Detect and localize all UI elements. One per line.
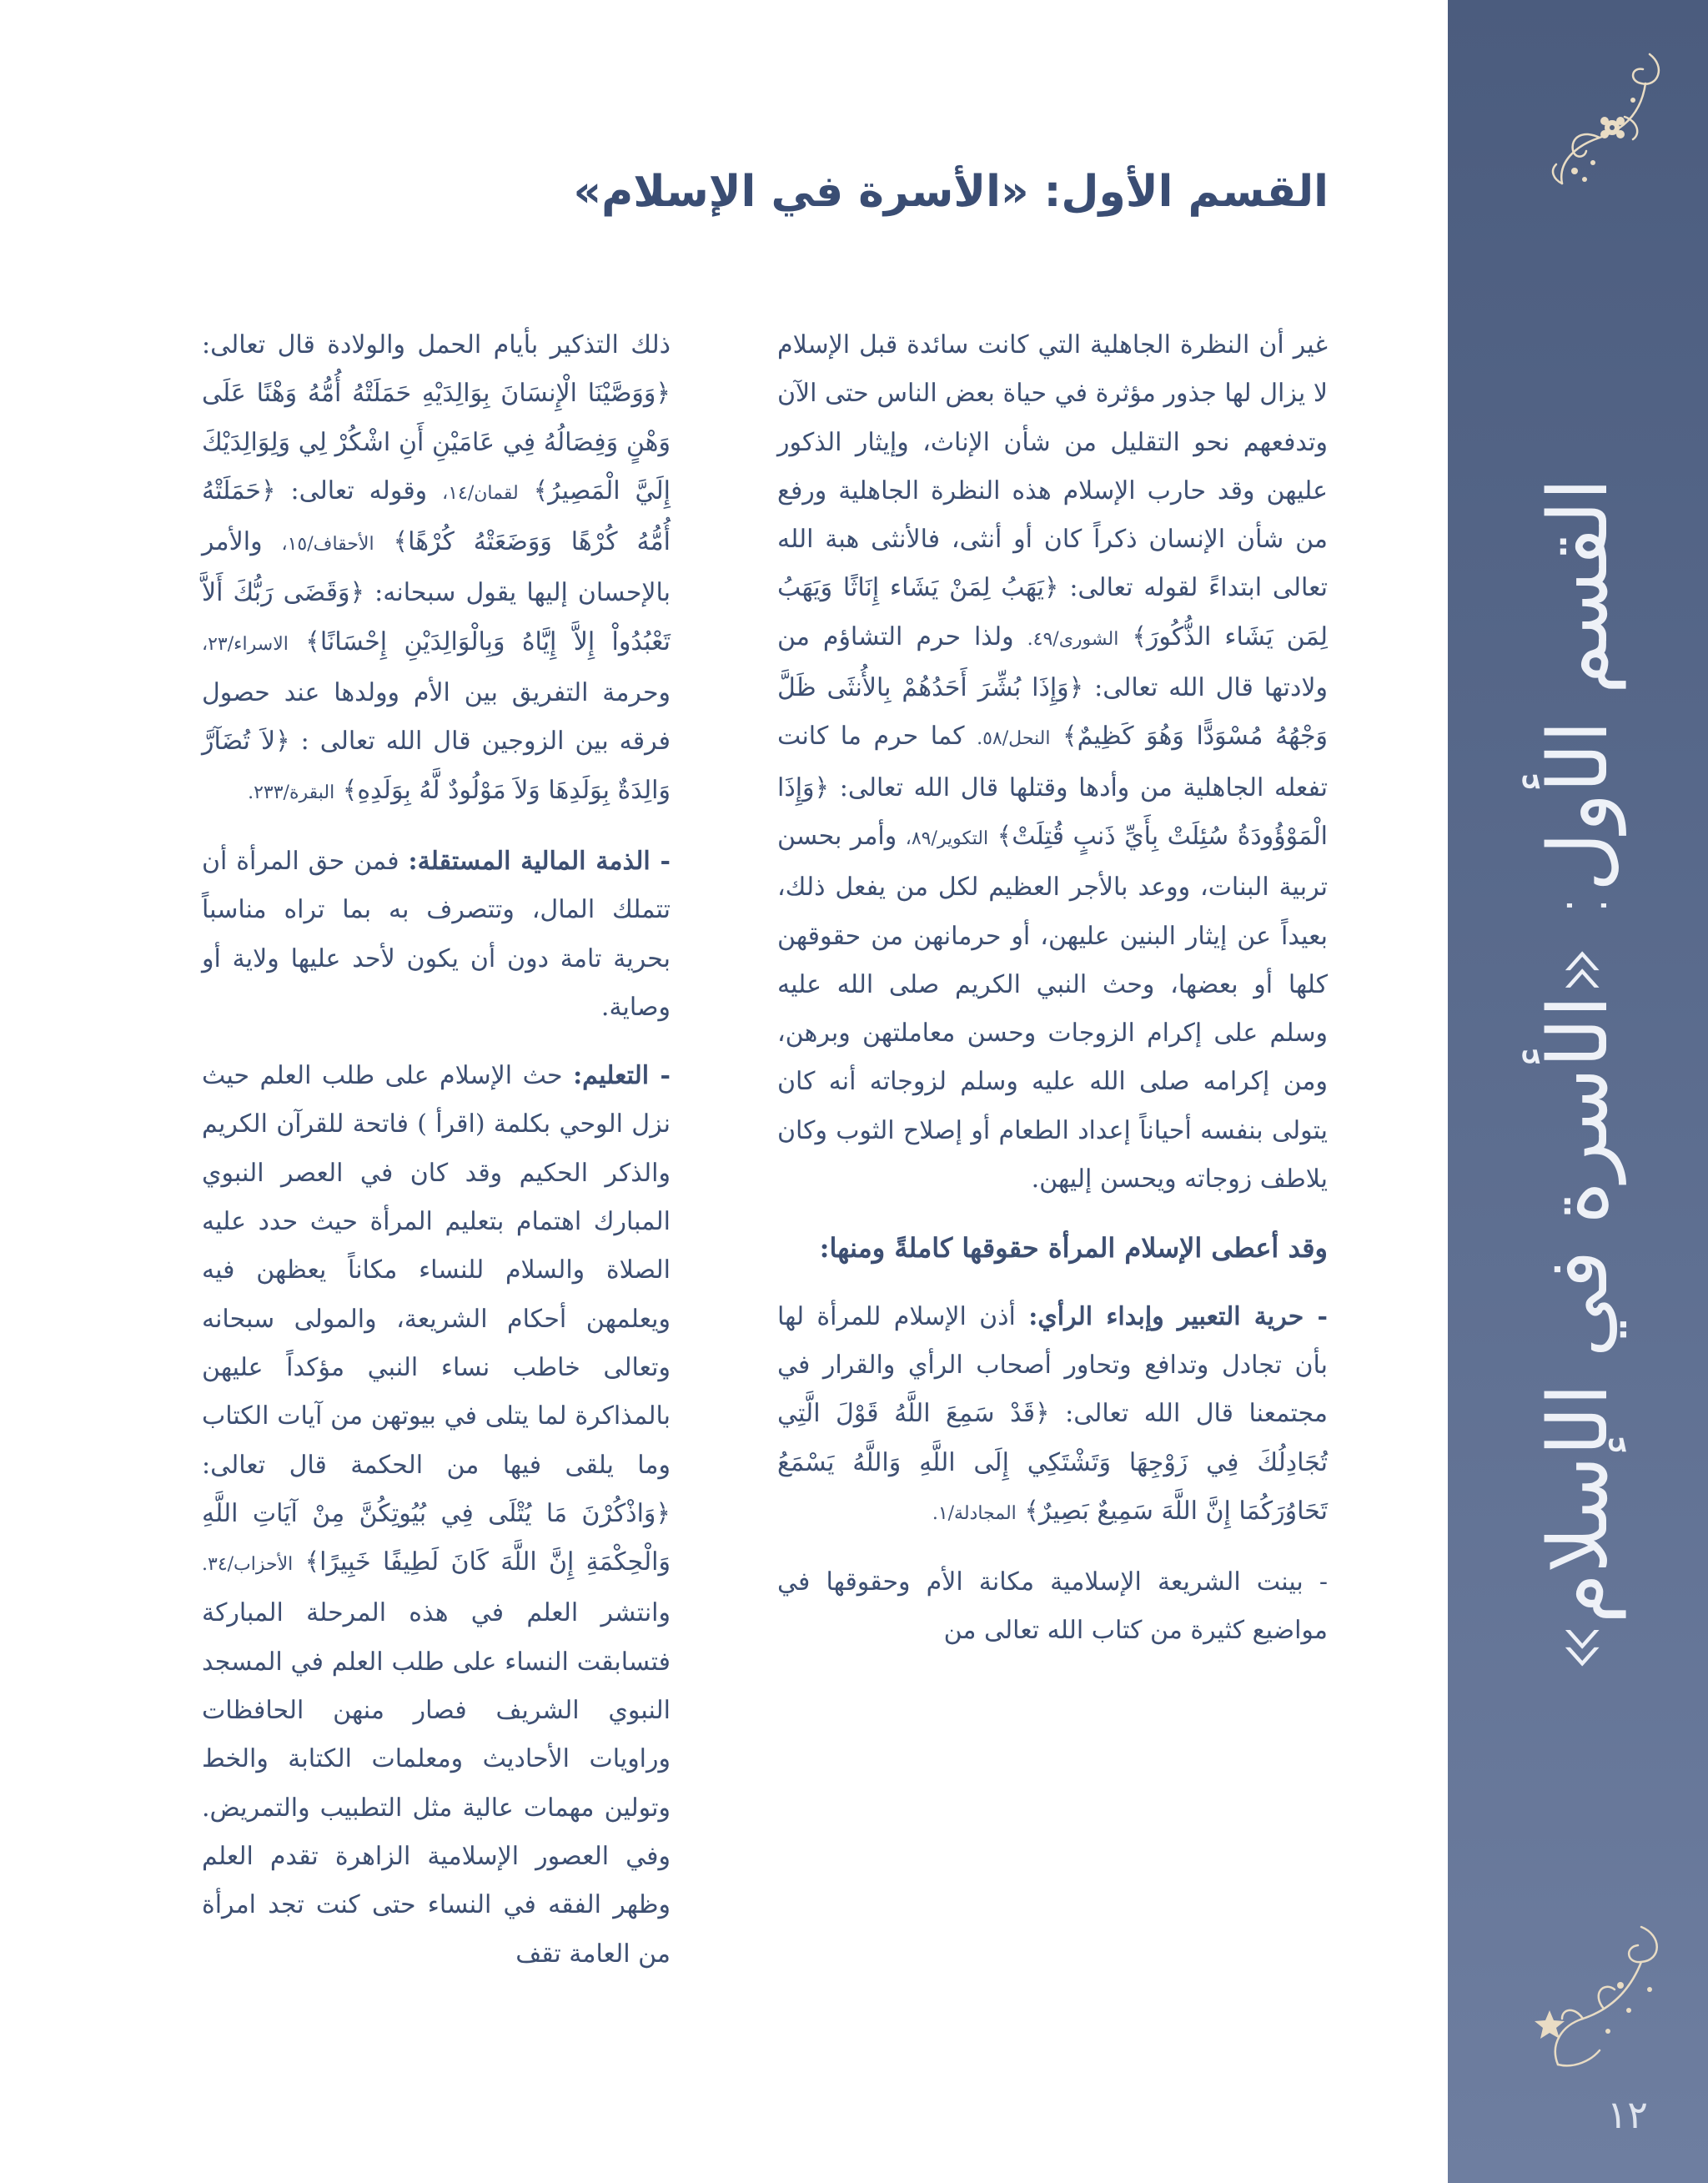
text-segment: ولذا حرم التشاؤم من ولادتها قال الله تعالى: (777, 621, 1328, 703)
item-label: - الذمة المالية المستقلة: (408, 846, 671, 876)
column-left (202, 321, 671, 1979)
verse-reference: الاسراء/٢٣، (202, 633, 289, 655)
floral-ornament-bottom-icon (1525, 1910, 1675, 2077)
quran-verse: ﴿وَإِذَا بُشِّرَ أَحَدُهُمْ بِالأُنثَى ظَلَّ وَجْهُهُ مُسْوَدًّا وَهُوَ كَظِيمٌ﴾ (777, 673, 1328, 752)
page-number: ١٢ (1606, 2092, 1648, 2137)
side-band (1448, 0, 1708, 2183)
rights-subheading: وقد أعطى الإسلام المرأة حقوقها كاملةً ومنها: (819, 1232, 1328, 1265)
text-segment: كما حرم ما كانت تفعله الجاهلية من وأدها وقتلها قال الله تعالى: (777, 722, 1328, 802)
list-item-mother (777, 1558, 1328, 1656)
quran-verse: ﴿لاَ تُضَآرَّ وَالِدَةٌ بِوَلَدِهَا وَلاَ مَوْلُودٌ لَّهُ بِوَلَدِهِ﴾ (202, 727, 671, 805)
list-item-expression (777, 1293, 1328, 1538)
text-segment: وانتشر العلم في هذه المرحلة المباركة فتسابقت النساء على طلب العلم في المسجد النبوي الشريف فصار منهن الحافظات وراويات الأحاديث ومعلمات الكتابة والخط وتولين مهمات عالية مثل التطبيب والتمريض. وفي العصور الإسلامية الزاهرة تقدم العلم وظهر الفقه في النساء حتى كنت تجد امرأة من العامة تقف (202, 1598, 671, 1969)
quran-verse: ﴿وَاذْكُرْنَ مَا يُتْلَى فِي بُيُوتِكُنَّ مِنْ آيَاتِ اللَّهِ وَالْحِكْمَةِ إِنَّ اللَّهَ كَانَ لَطِيفًا خَبِيرًا﴾ (202, 1498, 671, 1577)
page-title: القسم الأول: «الأسرة في الإسلام» (573, 167, 1329, 217)
verse-reference: البقرة/٢٣٣. (248, 782, 335, 803)
quran-verse: ﴿حَمَلَتْهُ أُمُّهُ كُرْهًا وَوَضَعَتْهُ كُرْهًا﴾ (202, 475, 671, 557)
verse-reference: الشورى/٤٩. (1027, 628, 1119, 650)
text-segment: وحرمة التفريق بين الأم وولدها عند حصول فرقه بين الزوجين قال الله تعالى : (202, 678, 671, 757)
verse-reference: الأحزاب/٣٤. (202, 1554, 294, 1576)
item-text: - بينت الشريعة الإسلامية مكانة الأم وحقوقها في مواضيع كثيرة من كتاب الله تعالى من (777, 1567, 1328, 1646)
side-title-text: القسم الأول: «الأسرة في الإسلام» (1531, 478, 1626, 1674)
quran-verse: ﴿وَوَصَّيْنَا الْإِنسَانَ بِوَالِدَيْهِ حَمَلَتْهُ أُمُّهُ وَهْنًا عَلَى وَهْنٍ وَفِصَالُهُ فِي عَامَيْنِ أَنِ اشْكُرْ لِي وَلِوَالِدَيْكَ إِلَيَّ الْمَصِيرُ﴾ (202, 379, 671, 506)
text-segment: ذلك التذكير بأيام الحمل والولادة قال تعالى: (202, 330, 671, 360)
text-segment: والأمر بالإحسان إليها يقول سبحانه: (202, 527, 671, 608)
text-segment: وأمر بحسن تربية البنات، ووعد بالأجر العظيم لكل من يفعل ذلك، بعيداً عن إيثار البنين عليهن، أو حرمانهن من حقوقهن كلها أو بعضها، وحث النبي الكريم صلى الله عليه وسلم على إكرام الزوجات وحسن معاملتهن وبرهن، ومن إكرامه صلى الله عليه وسلم لزوجاته أنه كان يتولى بنفسه أحياناً إعداد الطعام أو إصلاح الثوب وكان يلاطف زوجاته ويحسن إليهن. (777, 821, 1328, 1195)
item-text: أذن الإسلام للمرأة لها بأن تجادل وتدافع وتحاور أصحاب الرأي والقرار في مجتمعنا قال الله تعالى: (777, 1301, 1328, 1429)
text-segment: غير أن النظرة الجاهلية التي كانت سائدة قبل الإسلام لا يزال لها جذور مؤثرة في حياة بعض الناس حتى الآن وتدفعهم نحو التقليل من شأن الإناث، وإيثار الذكور عليهن وقد حارب الإسلام هذه النظرة الجاهلية ورفع من شأن الإنسان ذكراً كان أو أنثى، فالأنثى هبة الله تعالى ابتداءً لقوله تعالى: (777, 330, 1328, 603)
verse-reference: النحل/٥٨. (977, 728, 1051, 750)
floral-ornament-top-icon (1525, 38, 1675, 196)
item-label: - حرية التعبير وإبداء الرأي: (1028, 1301, 1328, 1331)
quran-verse: ﴿قَدْ سَمِعَ اللَّهُ قَوْلَ الَّتِي تُجَادِلُكَ فِي زَوْجِهَا وَتَشْتَكِي إِلَى اللَّهِ وَاللَّهُ يَسْمَعُ تَحَاوُرَكُمَا إِنَّ اللَّهَ سَمِيعٌ بَصِيرٌ﴾ (777, 1399, 1328, 1526)
list-item-education (202, 1052, 671, 1979)
verse-reference: الأحقاف/١٥، (281, 534, 374, 556)
verse-reference: التكوير/٨٩، (905, 827, 989, 849)
item-text: فمن حق المرأة أن تتملك المال، وتتصرف به بما تراه مناسباً بحرية تامة دون أن يكون لأحد عليها ولاية أو وصاية. (202, 846, 671, 1022)
item-text: حث الإسلام على طلب العلم حيث نزل الوحي بكلمة (اقرأ ) فاتحة للقرآن الكريم والذكر الحكيم وقد كان في العصر النبوي المبارك اهتمام بتعليم المرأة حيث حدد عليه الصلاة والسلام للنساء مكاناً يعظهن فيه ويعلمهن أحكام الشريعة، والمولى سبحانه وتعالى خاطب نساء النبي مؤكداً عليهن بالمذاكرة لما يتلى في بيوتهن من آيات الكتاب وما يلقى فيها من الحكمة قال تعالى: (202, 1061, 671, 1480)
quran-verse: ﴿يَهَبُ لِمَنْ يَشَاء إِنَاثًا وَيَهَبُ لِمَن يَشَاء الذُّكُورَ﴾ (777, 573, 1328, 651)
side-vertical-title (1508, 478, 1650, 1674)
item-label: - التعليم: (573, 1061, 671, 1091)
column-right (777, 321, 1328, 1656)
verse-reference: المجادلة/١. (932, 1502, 1017, 1524)
text-segment: وقوله تعالى: (290, 475, 428, 506)
quran-verse: ﴿وَإِذَا الْمَوْؤُودَةُ سُئِلَتْ بِأَيِّ ذَنبٍ قُتِلَتْ﴾ (777, 772, 1328, 851)
quran-verse: ﴿وَقَضَى رَبُّكَ أَلاَّ تَعْبُدُواْ إِلاَّ إِيَّاهُ وَبِالْوَالِدَيْنِ إِحْسَانًا﴾ (202, 578, 671, 656)
verse-reference: لقمان/١٤، (442, 482, 519, 504)
paragraph-mother-rights (202, 321, 671, 817)
list-item-financial (202, 837, 671, 1032)
paragraph-intro (777, 321, 1328, 1204)
